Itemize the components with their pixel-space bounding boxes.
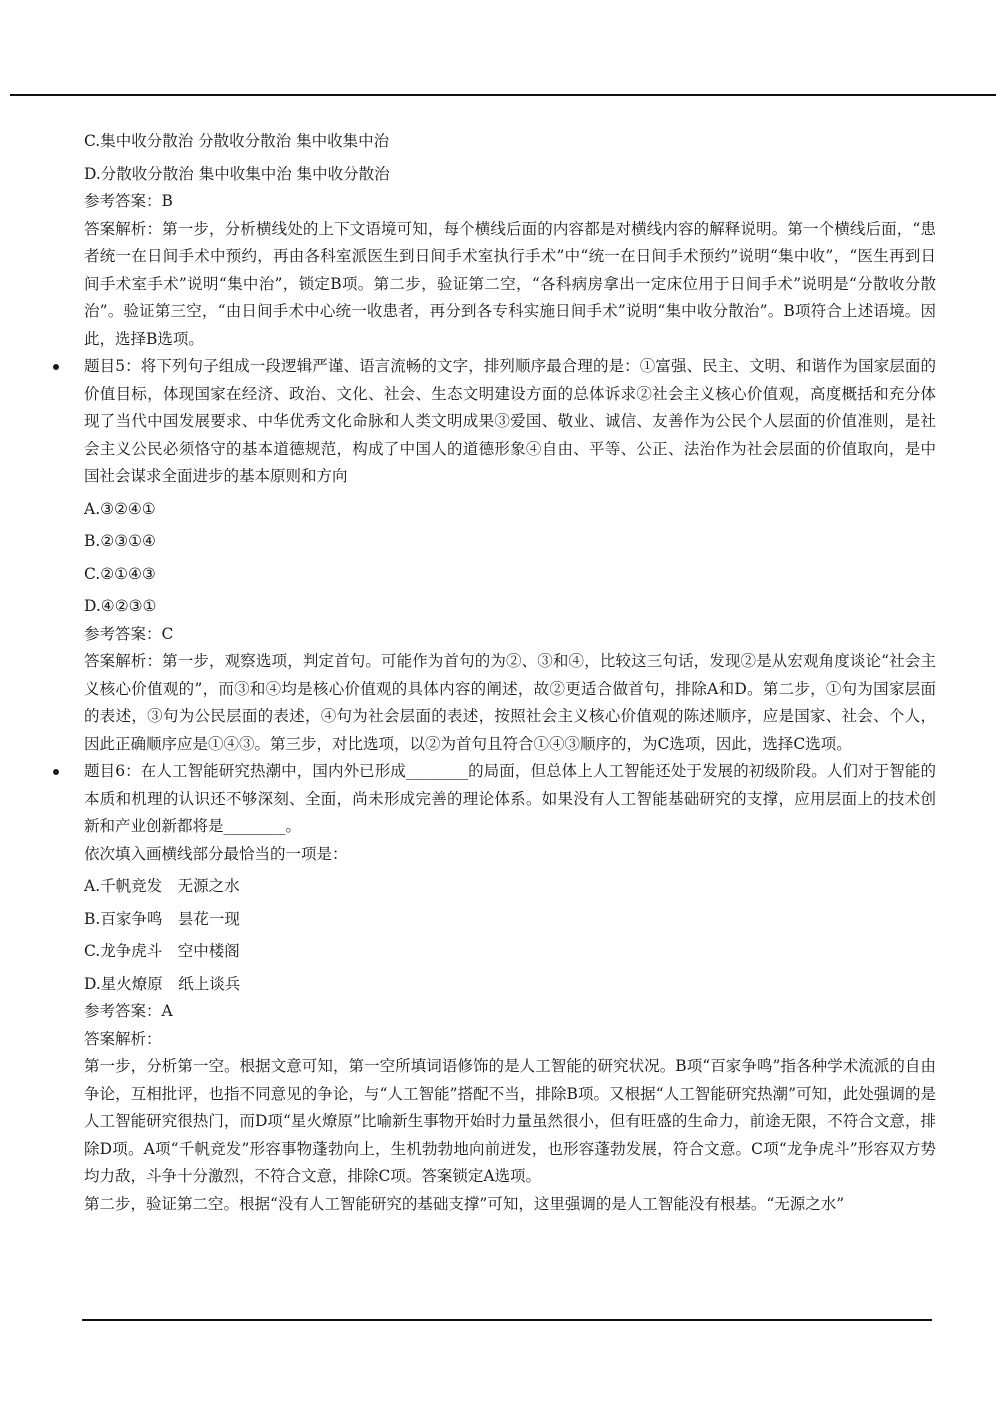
q6-step-1: 第一步，分析第一空。根据文意可知，第一空所填词语修饰的是人工智能的研究状况。B项“百家争鸣”指各种学术流派的自由争论，互相批评，也指不同意见的争论，与“人工智能”搭配不当，排除B项。又根据“人工智能研究热潮”可知，此处强调的是人工智能研究很热门，而D项“星火燎原”比喻新生事物开始时力量虽然很小，但有旺盛的生命力，前途无限，不符合文意，排除D项。A项“千帆竞发”形容事物蓬勃向上，生机勃勃地向前迸发，也形容蓬勃发展，符合文意。C项“龙争虎斗”形容双方势均力敌，斗争十分激烈，不符合文意，排除C项。答案锁定A选项。 (84, 1057, 936, 1185)
q6-answer: 参考答案：A (84, 1002, 173, 1020)
q6-instruction: 依次填入画横线部分最恰当的一项是： (84, 844, 348, 863)
q5-option-d: D.④②③① (84, 597, 157, 615)
q6-option-c: C.龙争虎斗 空中楼阁 (84, 942, 240, 960)
q4-option-d: D.分散收分散治 集中收集中治 集中收分散治 (84, 164, 390, 183)
q6-step-2: 第二步，验证第二空。根据“没有人工智能研究的基础支撑”可知，这里强调的是人工智能没有根基。“无源之水” (84, 1194, 845, 1213)
footer-rule (82, 1319, 932, 1321)
q5-option-b: B.②③①④ (84, 532, 156, 550)
q6-explanation-label: 答案解析： (84, 1029, 162, 1048)
q6-option-a: A.千帆竞发 无源之水 (84, 877, 240, 895)
q5-explanation: 答案解析：第一步，观察选项，判定首句。可能作为首句的为②、③和④，比较这三句话，发现②是从宏观角度谈论“社会主义核心价值观的”，而③和④均是核心价值观的具体内容的阐述，故②更适合做首句，排除A和D。第二步，①句为国家层面的表述，③句为公民层面的表述，④句为社会层面的表述，按照社会主义核心价值观的陈述顺序，应是国家、社会、个人，因此正确顺序应是①④③。第三步，对比选项，以②为首句且符合①④③顺序的，为C选项，因此，选择C选项。 (84, 652, 936, 753)
page-content (84, 128, 936, 1218)
q4-explanation: 答案解析：第一步，分析横线处的上下文语境可知，每个横线后面的内容都是对横线内容的解释说明。第一个横线后面，“患者统一在日间手术中预约，再由各科室派医生到日间手术室执行手术”中“统一在日间手术预约”说明“集中收”，“医生再到日间手术室手术”说明“集中治”，锁定B项。第二步，验证第二空，“各科病房拿出一定床位用于日间手术”说明是“分散收分散治”。验证第三空，“由日间手术中心统一收患者，再分到各专科实施日间手术”说明“集中收分散治”。B项符合上述语境。因此，选择B选项。 (84, 219, 936, 348)
q5-option-c: C.②①④③ (84, 564, 156, 583)
bullet-icon (53, 769, 59, 775)
header-rule (10, 94, 996, 96)
question-6 (84, 758, 936, 841)
q5-stem: 题目5：将下列句子组成一段逻辑严谨、语言流畅的文字，排列顺序最合理的是：①富强、民主、文明、和谐作为国家层面的价值目标，体现国家在经济、政治、文化、社会、生态文明建设方面的总体诉求②社会主义核心价值观，高度概括和充分体现了当代中国发展要求、中华优秀文化命脉和人类文明成果③爱国、敬业、诚信、友善作为公民个人层面的价值准则，是社会主义公民必须恪守的基本道德规范，构成了中国人的道德形象④自由、平等、公正、法治作为社会层面的价值取向，是中国社会谋求全面进步的基本原则和方向 (84, 357, 936, 485)
question-5 (84, 353, 936, 491)
q5-option-a: A.③②④① (84, 499, 156, 518)
q5-answer: 参考答案：C (84, 624, 174, 643)
q4-answer: 参考答案：B (84, 192, 173, 210)
q6-option-d: D.星火燎原 纸上谈兵 (84, 974, 241, 993)
q6-option-b: B.百家争鸣 昙花一现 (84, 909, 240, 928)
q4-option-c: C.集中收分散治 分散收分散治 集中收集中治 (84, 132, 390, 150)
q6-stem: 题目6：在人工智能研究热潮中，国内外已形成________的局面，但总体上人工智能还处于发展的初级阶段。人们对于智能的本质和机理的认识还不够深刻、全面，尚未形成完善的理论体系。如果没有人工智能基础研究的支撑，应用层面上的技术创新和产业创新都将是________。 (84, 762, 936, 835)
bullet-icon (53, 364, 59, 370)
